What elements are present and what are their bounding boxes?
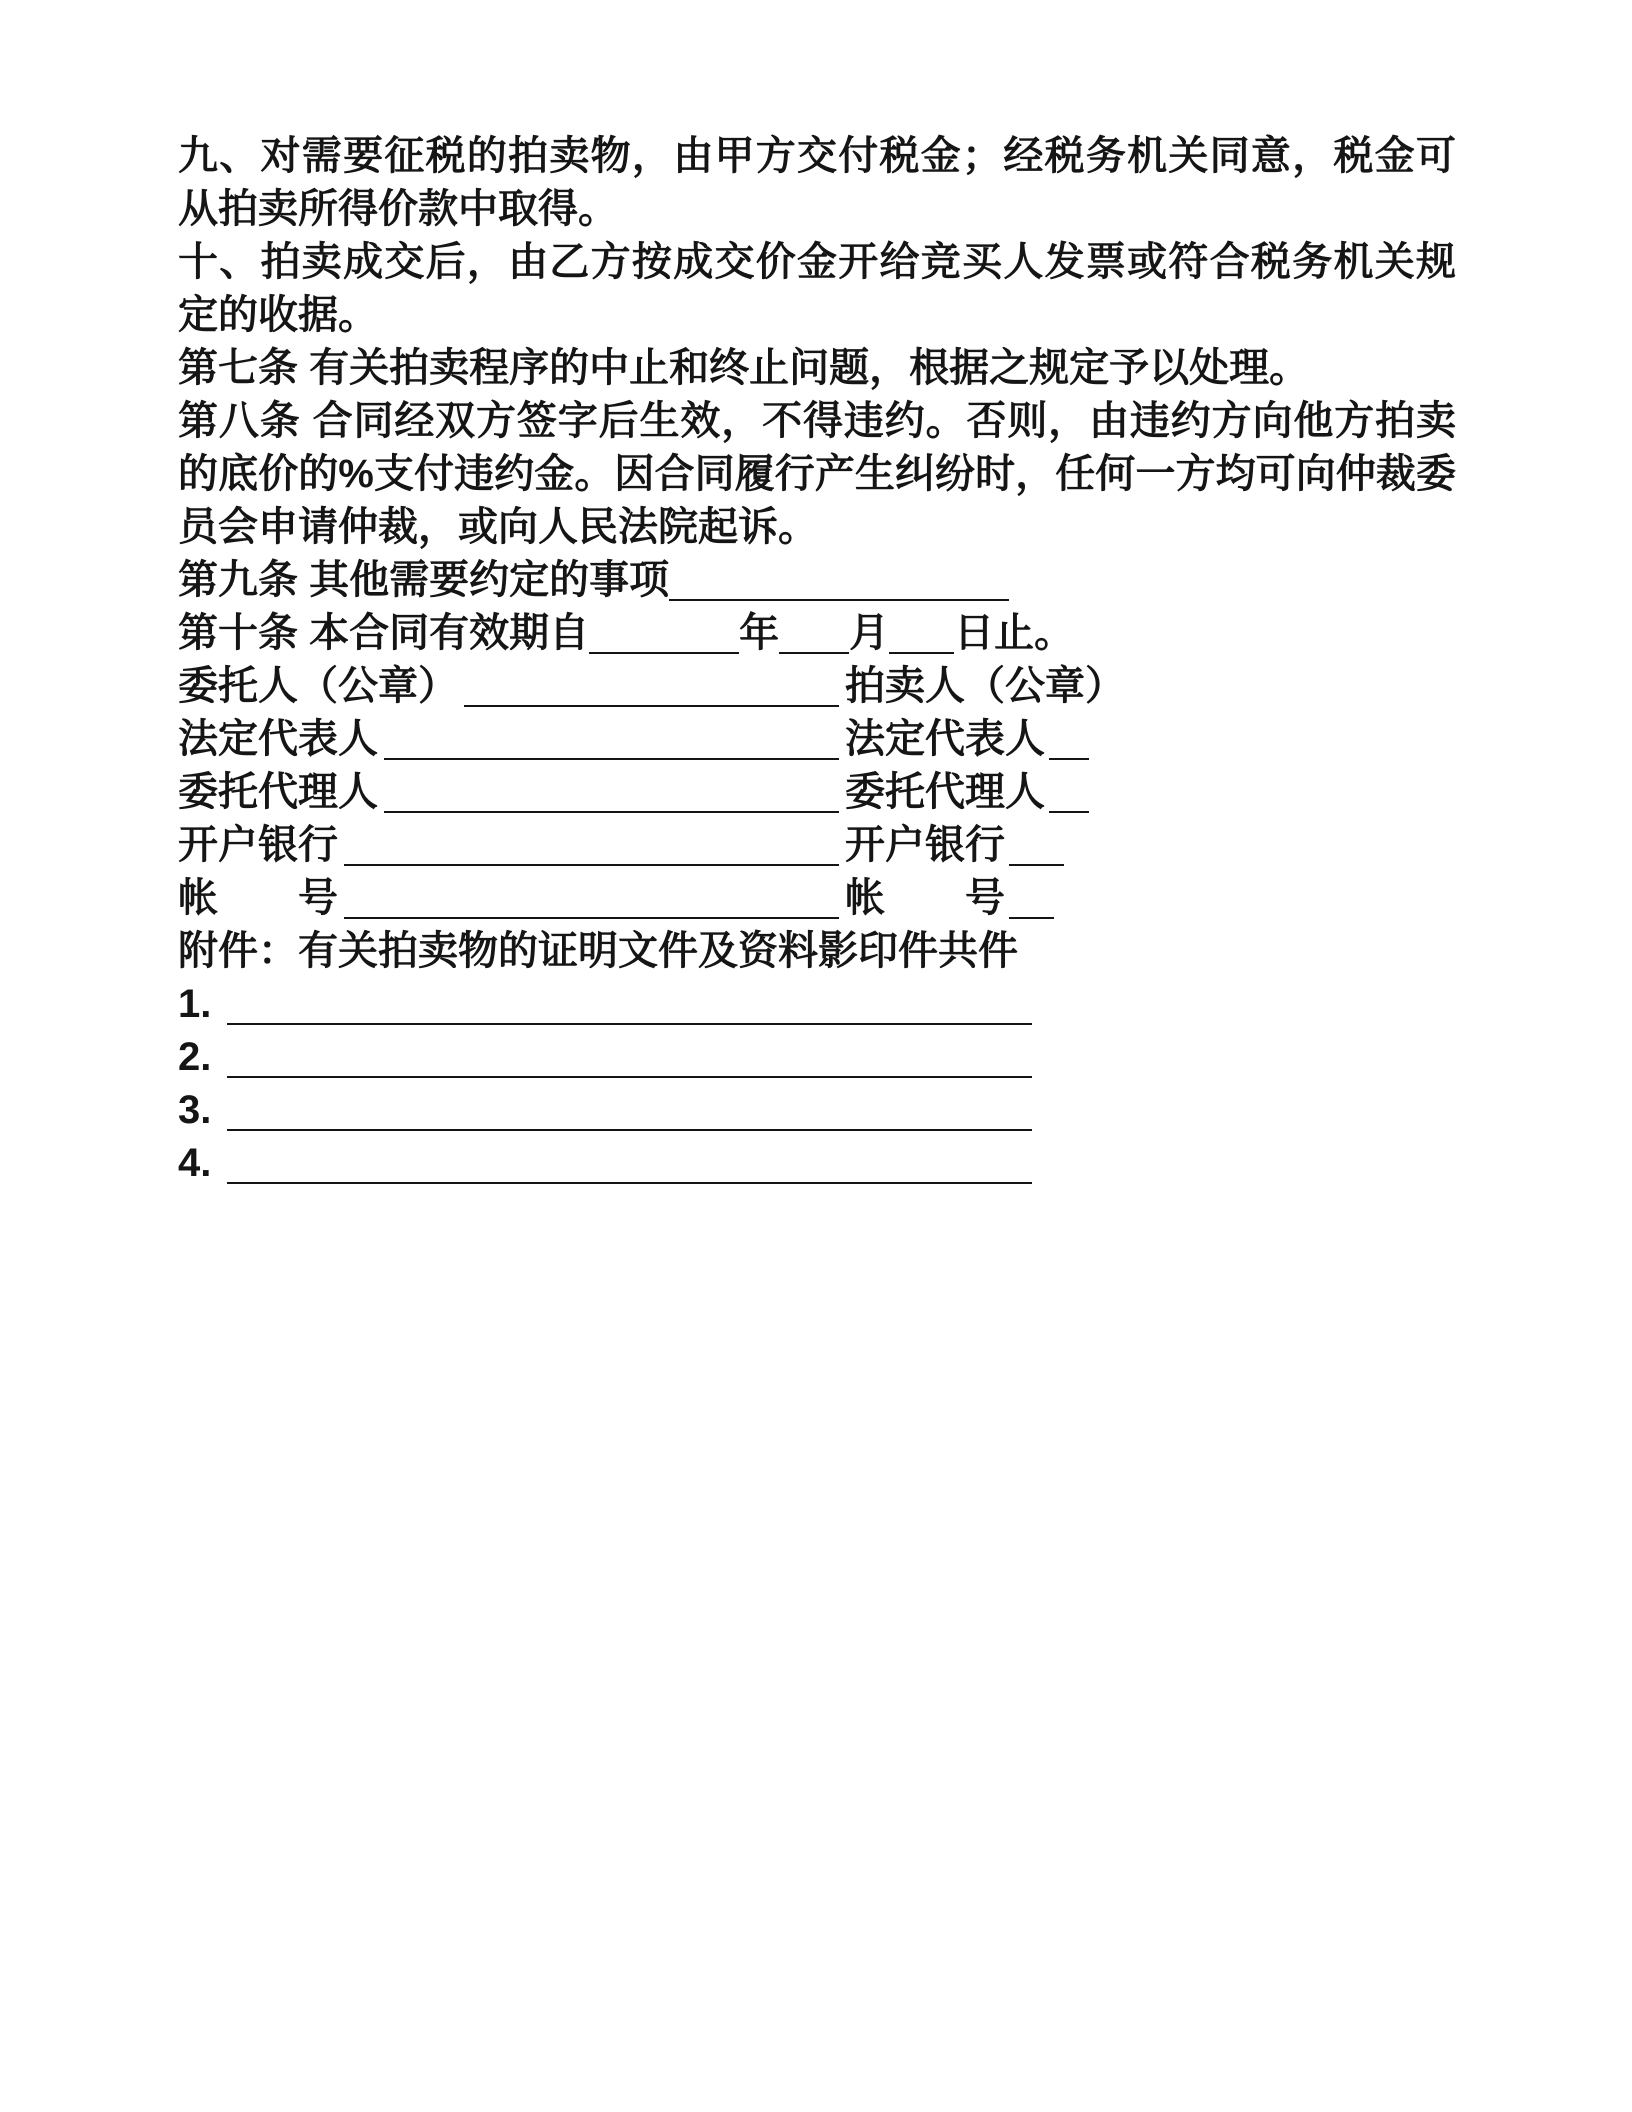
consignor-agent-cell bbox=[178, 766, 845, 819]
attachment-item-3 bbox=[178, 1084, 1456, 1137]
auctioneer-bank-cell bbox=[845, 819, 1456, 872]
year-label: 年 bbox=[739, 611, 780, 655]
attachment-item-3-blank-field bbox=[227, 1129, 1032, 1131]
consignor-legal-rep-blank-field bbox=[384, 758, 839, 760]
auctioneer-legal-rep-label: 法定代表人 bbox=[845, 717, 1045, 761]
paragraph-tax-clause: 九、对需要征税的拍卖物，由甲方交付税金；经税务机关同意，税金可从拍卖所得价款中取得。 bbox=[178, 134, 1456, 231]
attachment-label: 附件：有关拍卖物的证明文件及资料影印件共件 bbox=[178, 929, 1018, 973]
consignor-bank-cell bbox=[178, 819, 845, 872]
clause-9-label: 第九条 其他需要约定的事项 bbox=[178, 558, 670, 602]
attachment-item-1-number: 1. bbox=[178, 982, 212, 1026]
auctioneer-account-blank-field bbox=[1009, 917, 1054, 919]
auctioneer-agent-label: 委托代理人 bbox=[845, 770, 1045, 814]
signature-row-seal bbox=[178, 660, 1456, 713]
attachment-item-4 bbox=[178, 1137, 1456, 1190]
consignor-legal-rep-label: 法定代表人 bbox=[178, 717, 378, 761]
clause-9-blank-field bbox=[669, 599, 1009, 601]
signature-row-account bbox=[178, 872, 1456, 925]
clause-10-prefix: 第十条 本合同有效期自 bbox=[178, 611, 590, 655]
paragraph-invoice-clause: 十、拍卖成交后，由乙方按成交价金开给竞买人发票或符合税务机关规定的收据。 bbox=[178, 240, 1456, 337]
auctioneer-legal-rep-blank-field bbox=[1049, 758, 1089, 760]
contract-body bbox=[178, 130, 1456, 1190]
paragraph-clause-7: 第七条 有关拍卖程序的中止和终止问题，根据之规定予以处理。 bbox=[178, 346, 1310, 390]
attachment-item-1-blank-field bbox=[227, 1023, 1032, 1025]
consignor-account-blank-field bbox=[344, 917, 839, 919]
attachment-item-1 bbox=[178, 978, 1456, 1031]
signature-row-legal-rep bbox=[178, 713, 1456, 766]
auctioneer-account-cell bbox=[845, 872, 1456, 925]
consignor-seal-label: 委托人（公章） bbox=[178, 664, 458, 708]
attachment-item-4-number: 4. bbox=[178, 1141, 212, 1185]
consignor-agent-blank-field bbox=[384, 811, 839, 813]
consignor-agent-label: 委托代理人 bbox=[178, 770, 378, 814]
validity-day-blank-field bbox=[889, 652, 954, 654]
validity-month-blank-field bbox=[779, 652, 849, 654]
signature-row-bank bbox=[178, 819, 1456, 872]
auctioneer-agent-cell bbox=[845, 766, 1456, 819]
month-label: 月 bbox=[849, 611, 890, 655]
attachment-item-2-number: 2. bbox=[178, 1035, 212, 1079]
auctioneer-agent-blank-field bbox=[1049, 811, 1089, 813]
paragraph-clause-8: 第八条 合同经双方签字后生效，不得违约。否则，由违约方向他方拍卖的底价的%支付违约金。因合同履行产生纠纷时，任何一方均可向仲裁委员会申请仲裁，或向人民法院起诉。 bbox=[178, 399, 1456, 549]
clause-9-line bbox=[178, 554, 1456, 607]
attachment-item-2-blank-field bbox=[227, 1076, 1032, 1078]
auctioneer-seal-cell bbox=[845, 660, 1456, 713]
attachment-item-4-blank-field bbox=[227, 1182, 1032, 1184]
consignor-account-cell bbox=[178, 872, 845, 925]
clause-10-line bbox=[178, 607, 1456, 660]
consignor-bank-blank-field bbox=[344, 864, 839, 866]
auctioneer-bank-blank-field bbox=[1009, 864, 1064, 866]
auctioneer-seal-label: 拍卖人（公章） bbox=[845, 664, 1125, 708]
attachment-item-3-number: 3. bbox=[178, 1088, 212, 1132]
day-end-label: 日止。 bbox=[954, 611, 1075, 655]
auctioneer-bank-label: 开户银行 bbox=[845, 823, 1005, 867]
attachment-item-2 bbox=[178, 1031, 1456, 1084]
signature-row-agent bbox=[178, 766, 1456, 819]
consignor-bank-label: 开户银行 bbox=[178, 823, 338, 867]
consignor-legal-rep-cell bbox=[178, 713, 845, 766]
validity-year-blank-field bbox=[589, 652, 739, 654]
auctioneer-account-label: 帐 号 bbox=[845, 876, 1005, 920]
consignor-seal-cell bbox=[178, 660, 845, 713]
consignor-account-label: 帐 号 bbox=[178, 876, 338, 920]
consignor-seal-blank-field bbox=[464, 705, 839, 707]
auctioneer-legal-rep-cell bbox=[845, 713, 1456, 766]
